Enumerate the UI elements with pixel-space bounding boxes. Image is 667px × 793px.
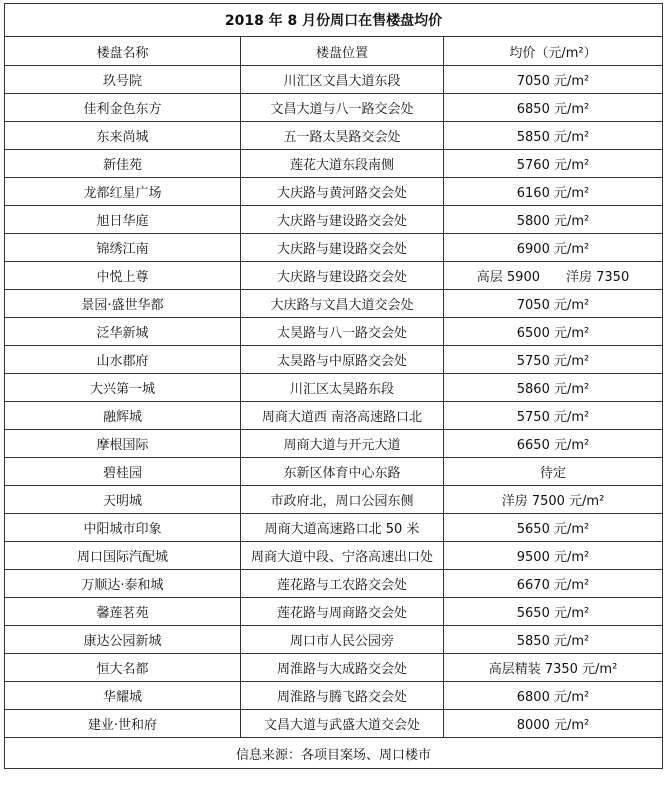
property-price-cell: 高层 5900 洋房 7350 bbox=[444, 262, 663, 290]
property-price-cell: 6850 元/m² bbox=[444, 94, 663, 122]
property-name-cell: 东来尚城 bbox=[5, 122, 241, 150]
table-row bbox=[5, 206, 663, 234]
table-row bbox=[5, 458, 663, 486]
property-name-cell: 康达公园新城 bbox=[5, 626, 241, 654]
property-location-cell: 川汇区文昌大道东段 bbox=[241, 66, 444, 94]
property-location-cell: 莲花路与工农路交会处 bbox=[241, 570, 444, 598]
property-price-cell: 高层精装 7350 元/m² bbox=[444, 654, 663, 682]
property-location-cell: 周口市人民公园旁 bbox=[241, 626, 444, 654]
property-location-cell: 东新区体育中心东路 bbox=[241, 458, 444, 486]
property-name-cell: 佳利金色东方 bbox=[5, 94, 241, 122]
property-name-cell: 龙都红星广场 bbox=[5, 178, 241, 206]
property-location-cell: 周淮路与大成路交会处 bbox=[241, 654, 444, 682]
property-location-cell: 文昌大道与武盛大道交会处 bbox=[241, 710, 444, 738]
property-price-cell: 5800 元/m² bbox=[444, 206, 663, 234]
property-name-cell: 万顺达·泰和城 bbox=[5, 570, 241, 598]
property-location-cell: 大庆路与建设路交会处 bbox=[241, 206, 444, 234]
property-price-cell: 5650 元/m² bbox=[444, 598, 663, 626]
property-name-cell: 华耀城 bbox=[5, 682, 241, 710]
property-location-cell: 大庆路与建设路交会处 bbox=[241, 234, 444, 262]
table-row bbox=[5, 234, 663, 262]
property-location-cell: 大庆路与黄河路交会处 bbox=[241, 178, 444, 206]
property-price-cell: 洋房 7500 元/m² bbox=[444, 486, 663, 514]
table-row bbox=[5, 178, 663, 206]
property-price-cell: 6650 元/m² bbox=[444, 430, 663, 458]
table-row bbox=[5, 710, 663, 738]
property-location-cell: 莲花路与周商路交会处 bbox=[241, 598, 444, 626]
property-name-cell: 摩根国际 bbox=[5, 430, 241, 458]
property-price-cell: 6800 元/m² bbox=[444, 682, 663, 710]
property-location-cell: 文昌大道与八一路交会处 bbox=[241, 94, 444, 122]
property-name-cell: 玖号院 bbox=[5, 66, 241, 94]
property-location-cell: 五一路太昊路交会处 bbox=[241, 122, 444, 150]
property-name-cell: 天明城 bbox=[5, 486, 241, 514]
property-name-cell: 中悦上尊 bbox=[5, 262, 241, 290]
property-location-cell: 市政府北，周口公园东侧 bbox=[241, 486, 444, 514]
column-header-location: 楼盘位置 bbox=[241, 37, 444, 66]
table-row bbox=[5, 542, 663, 570]
property-name-cell: 山水郡府 bbox=[5, 346, 241, 374]
table-row bbox=[5, 122, 663, 150]
table-row bbox=[5, 430, 663, 458]
property-name-cell: 锦绣江南 bbox=[5, 234, 241, 262]
table-row bbox=[5, 626, 663, 654]
table-row bbox=[5, 150, 663, 178]
property-location-cell: 周商大道中段、宁洛高速出口处 bbox=[241, 542, 444, 570]
property-name-cell: 周口国际汽配城 bbox=[5, 542, 241, 570]
property-name-cell: 景园·盛世华都 bbox=[5, 290, 241, 318]
property-name-cell: 中阳城市印象 bbox=[5, 514, 241, 542]
property-location-cell: 太昊路与八一路交会处 bbox=[241, 318, 444, 346]
property-price-cell: 6500 元/m² bbox=[444, 318, 663, 346]
table-row bbox=[5, 514, 663, 542]
table-row bbox=[5, 318, 663, 346]
table-row bbox=[5, 486, 663, 514]
table-row bbox=[5, 402, 663, 430]
property-name-cell: 恒大名都 bbox=[5, 654, 241, 682]
property-name-cell: 旭日华庭 bbox=[5, 206, 241, 234]
property-location-cell: 周商大道高速路口北 50 米 bbox=[241, 514, 444, 542]
source-note: 信息来源：各项目案场、周口楼市 bbox=[5, 738, 663, 769]
property-location-cell: 周商大道西 南洛高速路口北 bbox=[241, 402, 444, 430]
table-row bbox=[5, 94, 663, 122]
column-header-price: 均价（元/m²） bbox=[444, 37, 663, 66]
property-name-cell: 泛华新城 bbox=[5, 318, 241, 346]
table-row bbox=[5, 682, 663, 710]
property-price-cell: 6670 元/m² bbox=[444, 570, 663, 598]
property-price-cell: 5850 元/m² bbox=[444, 122, 663, 150]
property-name-cell: 大兴第一城 bbox=[5, 374, 241, 402]
property-price-cell: 待定 bbox=[444, 458, 663, 486]
property-price-cell: 5760 元/m² bbox=[444, 150, 663, 178]
table-title: 2018 年 8 月份周口在售楼盘均价 bbox=[5, 4, 663, 37]
table-row bbox=[5, 262, 663, 290]
table-row bbox=[5, 598, 663, 626]
property-price-cell: 5750 元/m² bbox=[444, 346, 663, 374]
property-location-cell: 周商大道与开元大道 bbox=[241, 430, 444, 458]
column-header-name: 楼盘名称 bbox=[5, 37, 241, 66]
table-row bbox=[5, 374, 663, 402]
property-name-cell: 融辉城 bbox=[5, 402, 241, 430]
property-price-cell: 5650 元/m² bbox=[444, 514, 663, 542]
table-row bbox=[5, 654, 663, 682]
property-name-cell: 建业·世和府 bbox=[5, 710, 241, 738]
table-row bbox=[5, 290, 663, 318]
property-price-cell: 7050 元/m² bbox=[444, 290, 663, 318]
property-price-cell: 8000 元/m² bbox=[444, 710, 663, 738]
property-location-cell: 大庆路与文昌大道交会处 bbox=[241, 290, 444, 318]
header-row bbox=[5, 37, 663, 66]
property-location-cell: 周淮路与腾飞路交会处 bbox=[241, 682, 444, 710]
property-price-cell: 7050 元/m² bbox=[444, 66, 663, 94]
property-price-cell: 5860 元/m² bbox=[444, 374, 663, 402]
property-price-cell: 6900 元/m² bbox=[444, 234, 663, 262]
property-location-cell: 大庆路与建设路交会处 bbox=[241, 262, 444, 290]
property-name-cell: 馨莲茗苑 bbox=[5, 598, 241, 626]
table-row bbox=[5, 346, 663, 374]
price-table bbox=[4, 3, 663, 769]
property-name-cell: 新佳苑 bbox=[5, 150, 241, 178]
property-location-cell: 川汇区太昊路东段 bbox=[241, 374, 444, 402]
property-price-cell: 5750 元/m² bbox=[444, 402, 663, 430]
property-name-cell: 碧桂园 bbox=[5, 458, 241, 486]
property-location-cell: 太昊路与中原路交会处 bbox=[241, 346, 444, 374]
table-row bbox=[5, 570, 663, 598]
property-price-cell: 9500 元/m² bbox=[444, 542, 663, 570]
property-price-cell: 5850 元/m² bbox=[444, 626, 663, 654]
property-price-cell: 6160 元/m² bbox=[444, 178, 663, 206]
property-location-cell: 莲花大道东段南侧 bbox=[241, 150, 444, 178]
table-row bbox=[5, 66, 663, 94]
